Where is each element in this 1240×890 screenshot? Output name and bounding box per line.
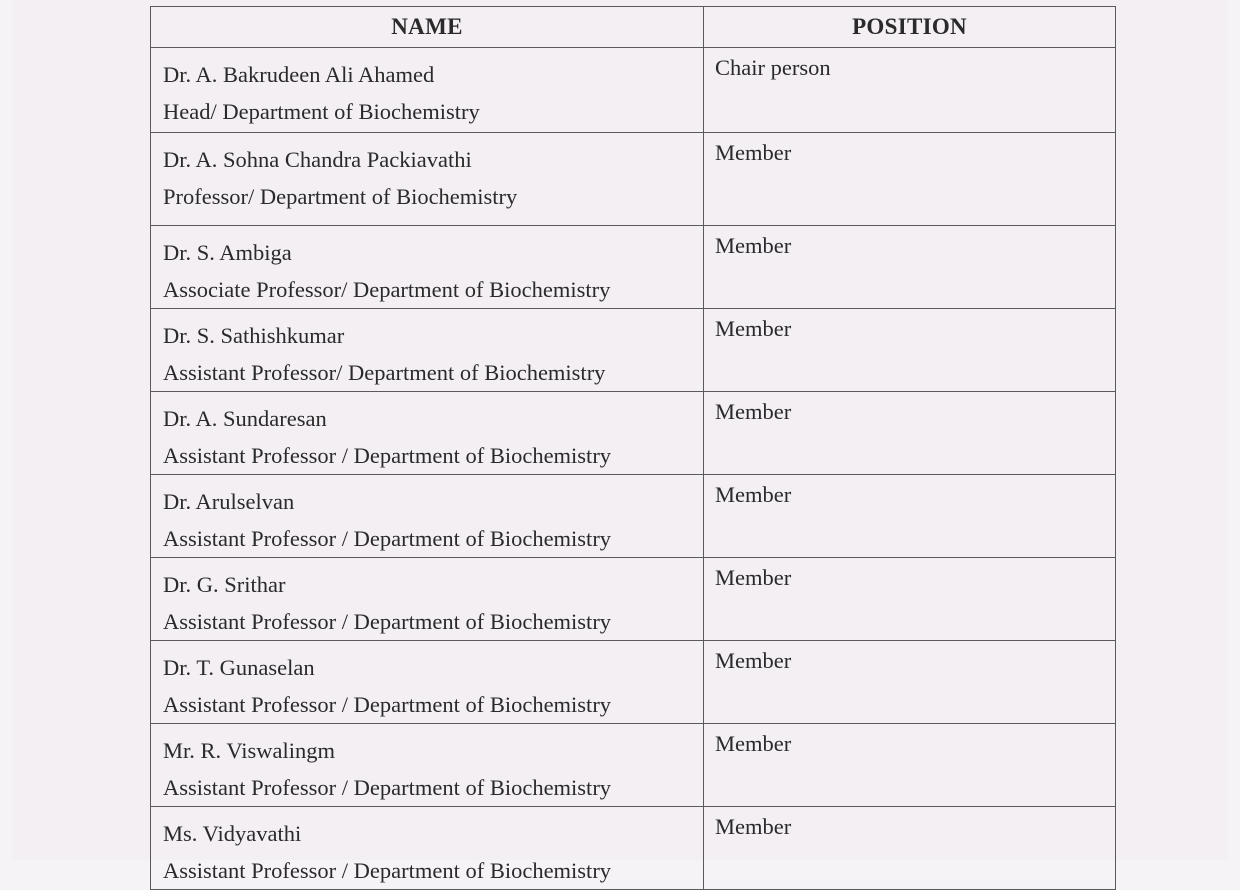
name-cell (151, 133, 704, 226)
member-designation: Head/ Department of Biochemistry (163, 99, 480, 124)
member-designation: Assistant Professor/ Department of Biochemistry (163, 360, 606, 385)
member-position: Member (715, 233, 792, 258)
member-name: Dr. T. Gunaselan (163, 655, 315, 680)
position-cell (704, 724, 1116, 807)
name-cell (151, 475, 704, 558)
member-name: Dr. A. Sohna Chandra Packiavathi (163, 147, 472, 172)
member-position: Member (715, 316, 792, 341)
document-page (12, 0, 1228, 883)
member-name: Mr. R. Viswalingm (163, 738, 336, 763)
member-name: Dr. Arulselvan (163, 489, 295, 514)
table-row (151, 724, 1116, 807)
member-designation: Assistant Professor / Department of Biochemistry (163, 443, 612, 468)
member-position: Member (715, 140, 792, 165)
position-cell (704, 309, 1116, 392)
name-cell (151, 558, 704, 641)
member-name: Dr. S. Ambiga (163, 240, 292, 265)
table-row (151, 226, 1116, 309)
name-cell (151, 724, 704, 807)
member-designation: Professor/ Department of Biochemistry (163, 184, 518, 209)
member-position: Member (715, 648, 792, 673)
member-position: Chair person (715, 55, 831, 80)
name-cell (151, 807, 704, 890)
position-cell (704, 392, 1116, 475)
member-designation: Assistant Professor / Department of Biochemistry (163, 858, 612, 883)
name-cell (151, 226, 704, 309)
position-cell (704, 558, 1116, 641)
member-designation: Assistant Professor / Department of Biochemistry (163, 692, 612, 717)
member-name: Ms. Vidyavathi (163, 821, 302, 846)
member-name: Dr. A. Sundaresan (163, 406, 327, 431)
table-row (151, 558, 1116, 641)
member-position: Member (715, 565, 792, 590)
table-row (151, 641, 1116, 724)
table-header-row (151, 7, 1116, 48)
position-cell (704, 48, 1116, 133)
member-position: Member (715, 814, 792, 839)
member-designation: Assistant Professor / Department of Biochemistry (163, 775, 612, 800)
member-name: Dr. A. Bakrudeen Ali Ahamed (163, 62, 435, 87)
member-position: Member (715, 731, 792, 756)
member-designation: Assistant Professor / Department of Biochemistry (163, 609, 612, 634)
position-cell (704, 641, 1116, 724)
position-cell (704, 807, 1116, 890)
table-row (151, 807, 1116, 890)
name-cell (151, 309, 704, 392)
table-row (151, 475, 1116, 558)
header-name: NAME (151, 7, 704, 48)
table-row (151, 309, 1116, 392)
table-row (151, 392, 1116, 475)
member-name: Dr. G. Srithar (163, 572, 286, 597)
member-name: Dr. S. Sathishkumar (163, 323, 345, 348)
member-position: Member (715, 482, 792, 507)
name-cell (151, 48, 704, 133)
member-position: Member (715, 399, 792, 424)
header-position: POSITION (704, 7, 1116, 48)
position-cell (704, 226, 1116, 309)
member-designation: Associate Professor/ Department of Biochemistry (163, 277, 611, 302)
table-row (151, 48, 1116, 133)
name-cell (151, 641, 704, 724)
member-designation: Assistant Professor / Department of Biochemistry (163, 526, 612, 551)
position-cell (704, 475, 1116, 558)
name-cell (151, 392, 704, 475)
committee-table (150, 6, 1116, 890)
table-row (151, 133, 1116, 226)
position-cell (704, 133, 1116, 226)
